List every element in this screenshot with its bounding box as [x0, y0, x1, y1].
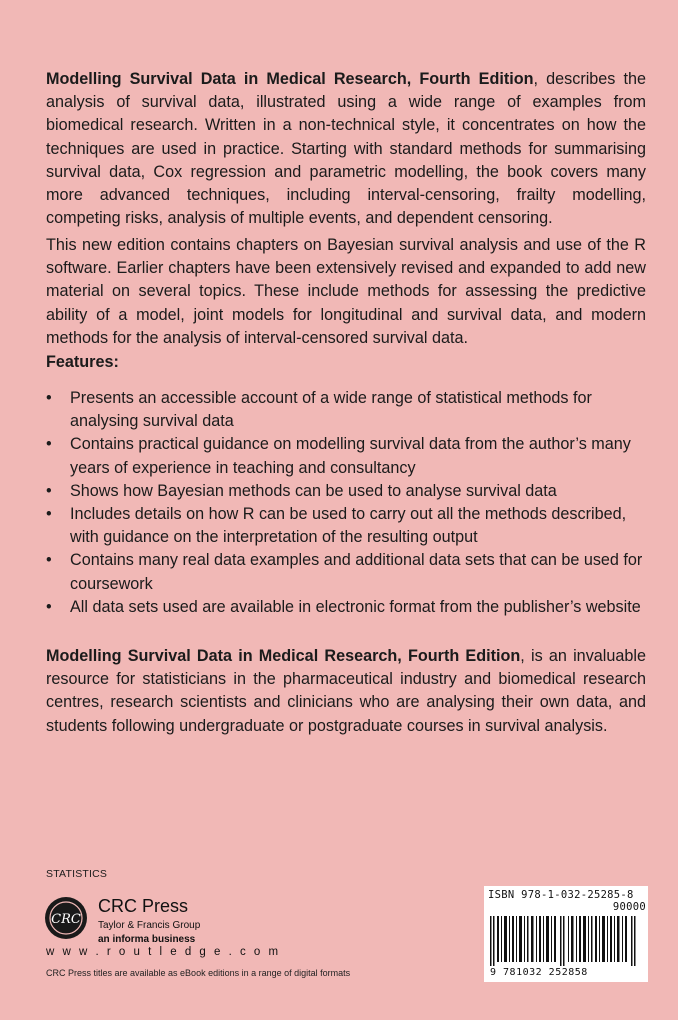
bullet-icon: •: [46, 551, 52, 570]
bullet-icon: •: [46, 505, 52, 524]
features-heading: Features:: [46, 353, 119, 371]
bullet-icon: •: [46, 389, 52, 407]
feature-item: [46, 433, 646, 479]
book-title-bold: Modelling Survival Data in Medical Research, Fourth Edition: [46, 647, 521, 665]
feature-text: Includes details on how R can be used to carry out all the methods described, with guidance on the interpretation of the resulting output: [70, 505, 627, 547]
description-text-3: , is an invaluable resource for statisticians in the pharmaceutical industry and biomedical research centres, research scientists and clinicians who are analysing their own data, and students following undergraduate or postgraduate courses in survival analysis.: [46, 647, 646, 735]
price-code: 90000: [612, 901, 646, 913]
publisher-name: CRC Press: [98, 896, 189, 916]
feature-text: Shows how Bayesian methods can be used to analyse survival data: [70, 481, 557, 500]
publisher-url: w w w . r o u t l e d g e . c o m: [46, 946, 281, 958]
feature-text: Contains many real data examples and additional data sets that can be used for coursework: [70, 551, 643, 593]
features-list: [46, 387, 646, 619]
subject-category: STATISTICS: [46, 868, 108, 880]
feature-item: [46, 480, 646, 503]
feature-item: [46, 387, 646, 433]
bullet-icon: •: [46, 597, 52, 616]
publisher-group: Taylor & Francis Group: [98, 920, 201, 931]
isbn-number: ISBN 978-1-032-25285-8: [488, 889, 634, 901]
logo-mark-text: CRC: [51, 912, 81, 927]
barcode-bars-icon: [490, 916, 642, 966]
bullet-icon: •: [46, 481, 52, 500]
feature-item: [46, 503, 646, 549]
ebook-note: CRC Press titles are available as eBook editions in a range of digital formats: [46, 968, 351, 978]
description-paragraph-3: [46, 645, 646, 738]
feature-text: Presents an accessible account of a wide range of statistical methods for analysing survival data: [70, 389, 592, 431]
bullet-icon: •: [46, 435, 52, 454]
description-paragraph-2: This new edition contains chapters on Bayesian survival analysis and use of the R software. Earlier chapters have been extensively revised and expanded to add new material on several topics. These include methods for assessing the predictive ability of a model, joint models for longitudinal and survival data, and modern methods for the analysis of interval-censored survival data.: [46, 236, 646, 347]
isbn-barcode: [484, 886, 648, 982]
feature-text: Contains practical guidance on modelling survival data from the author’s many years of experience in teaching and consultancy: [70, 435, 631, 477]
crc-logo-icon: [44, 896, 88, 940]
feature-text: All data sets used are available in electronic format from the publisher’s website: [70, 597, 641, 616]
description-text-1: , describes the analysis of survival data, illustrated using a wide range of examples from biomedical research. Written in a non-technical style, it concentrates on how the techniques are used in practice. Starting with standard methods for summarising survival data, Cox regression and parametric modelling, the book covers many more advanced techniques, including interval-censoring, frailty modelling, competing risks, analysis of multiple events, and dependent censoring.: [46, 70, 647, 228]
isbn-text: [488, 889, 646, 913]
description-paragraph-1: [46, 68, 646, 230]
book-title-bold: Modelling Survival Data in Medical Research, Fourth Edition: [46, 70, 534, 88]
feature-item: [46, 596, 646, 619]
publisher-business: an informa business: [98, 934, 196, 945]
feature-item: [46, 549, 646, 595]
barcode-digits: 9 781032 252858: [490, 967, 588, 978]
